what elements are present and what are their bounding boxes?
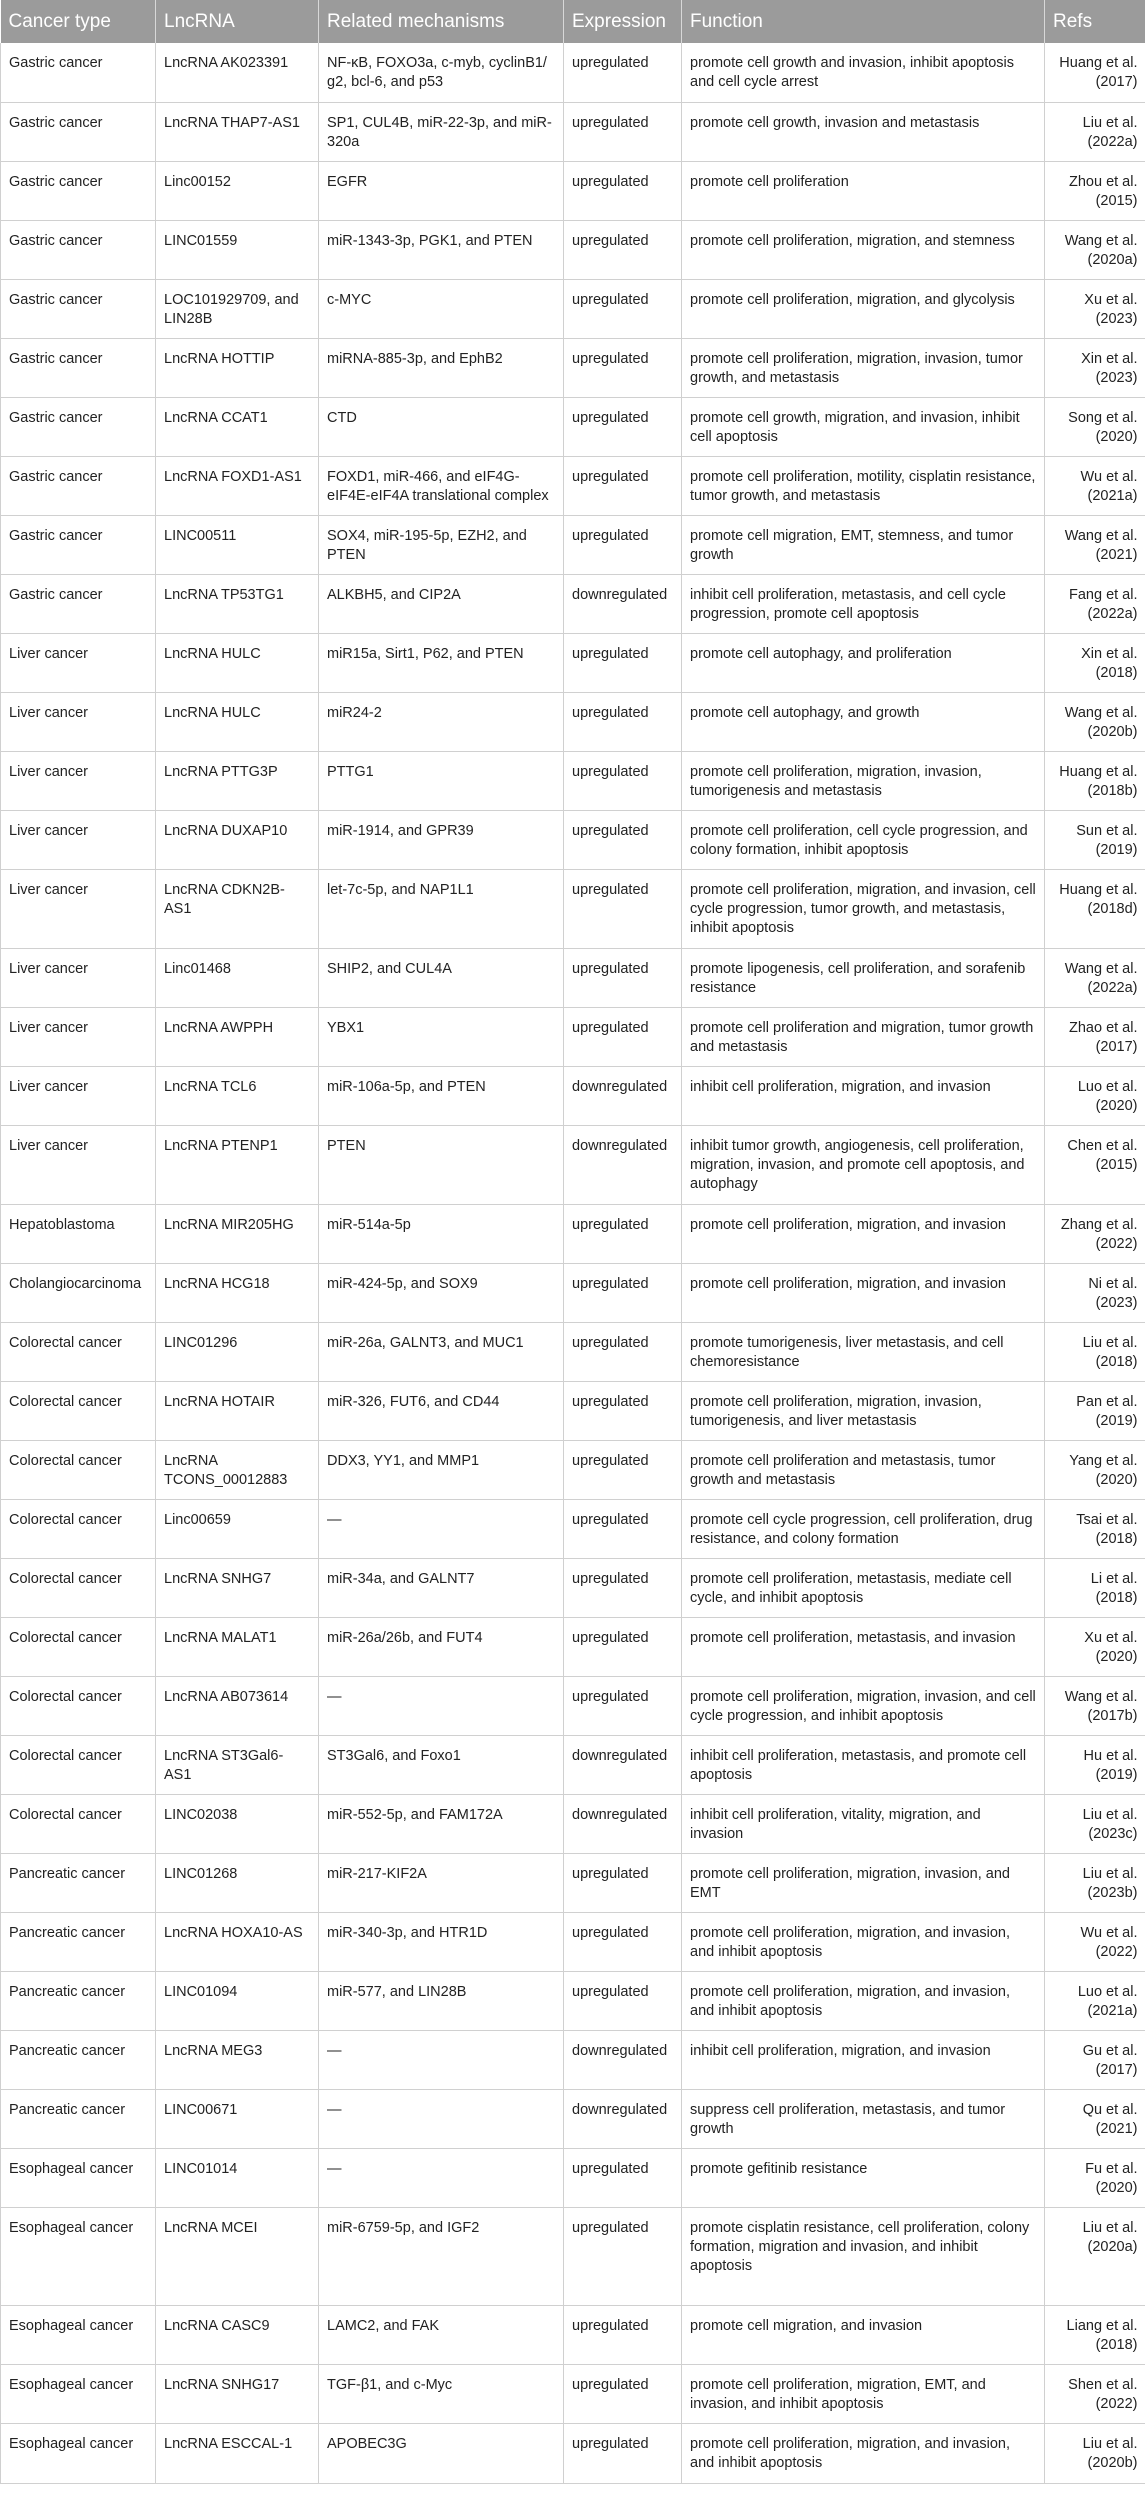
cell-expression: upregulated [564,2148,682,2207]
cell-refs: Wang et al. (2022a) [1045,948,1145,1007]
cell-function: promote cell growth and invasion, inhibit apoptosis and cell cycle arrest [682,43,1045,102]
cell-cancer-type: Liver cancer [1,948,156,1007]
cell-refs: Shen et al. (2022) [1045,2364,1145,2423]
cell-refs: Xu et al. (2020) [1045,1617,1145,1676]
cell-lncrna: LINC01094 [156,1971,319,2030]
cell-function: promote cell migration, and invasion [682,2305,1045,2364]
cell-lncrna: LINC01559 [156,220,319,279]
cell-cancer-type: Colorectal cancer [1,1794,156,1853]
cell-cancer-type: Esophageal cancer [1,2364,156,2423]
cell-related-mechanisms: ST3Gal6, and Foxo1 [319,1735,564,1794]
cell-function: promote cell proliferation, migration, and invasion, and inhibit apoptosis [682,1912,1045,1971]
table-row [1,1912,1145,1971]
cell-lncrna: LncRNA CDKN2B-AS1 [156,869,319,948]
table-row [1,161,1145,220]
cell-related-mechanisms: EGFR [319,161,564,220]
cell-expression: upregulated [564,1617,682,1676]
cell-expression: upregulated [564,161,682,220]
cell-lncrna: LncRNA TCL6 [156,1066,319,1125]
cell-expression: upregulated [564,1440,682,1499]
table-row [1,2364,1145,2423]
cell-function: inhibit tumor growth, angiogenesis, cell proliferation, migration, invasion, and promote cell apoptosis, and autophagy [682,1125,1045,1204]
cell-refs: Wang et al. (2020a) [1045,220,1145,279]
cell-expression: upregulated [564,1322,682,1381]
cell-expression: upregulated [564,1676,682,1735]
cell-expression: upregulated [564,43,682,102]
cell-related-mechanisms: miR-577, and LIN28B [319,1971,564,2030]
cell-lncrna: LINC00511 [156,515,319,574]
cell-lncrna: Linc00152 [156,161,319,220]
cell-refs: Qu et al. (2021) [1045,2089,1145,2148]
cell-related-mechanisms: SOX4, miR-195-5p, EZH2, and PTEN [319,515,564,574]
cell-function: inhibit cell proliferation, migration, and invasion [682,2030,1045,2089]
cell-cancer-type: Liver cancer [1,692,156,751]
cell-lncrna: LncRNA MEG3 [156,2030,319,2089]
cell-lncrna: LncRNA AWPPH [156,1007,319,1066]
cell-cancer-type: Esophageal cancer [1,2207,156,2305]
table-row [1,2089,1145,2148]
table-row [1,1676,1145,1735]
cell-cancer-type: Cholangiocarcinoma [1,1263,156,1322]
cell-function: promote cell proliferation, migration, and glycolysis [682,279,1045,338]
cell-refs: Song et al. (2020) [1045,397,1145,456]
cell-lncrna: LncRNA MALAT1 [156,1617,319,1676]
cell-cancer-type: Colorectal cancer [1,1735,156,1794]
cell-cancer-type: Pancreatic cancer [1,2030,156,2089]
cell-refs: Liu et al. (2020a) [1045,2207,1145,2305]
cell-expression: upregulated [564,751,682,810]
cell-expression: upregulated [564,1007,682,1066]
cell-function: promote cell growth, migration, and invasion, inhibit cell apoptosis [682,397,1045,456]
cell-cancer-type: Gastric cancer [1,515,156,574]
cell-refs: Liu et al. (2020b) [1045,2423,1145,2483]
cell-refs: Xin et al. (2023) [1045,338,1145,397]
cell-refs: Yang et al. (2020) [1045,1440,1145,1499]
cell-refs: Huang et al. (2017) [1045,43,1145,102]
table-row [1,43,1145,102]
table-row [1,2423,1145,2483]
cell-refs: Xu et al. (2023) [1045,279,1145,338]
table-row [1,1558,1145,1617]
cell-lncrna: LINC00671 [156,2089,319,2148]
cell-cancer-type: Colorectal cancer [1,1558,156,1617]
cell-expression: upregulated [564,338,682,397]
header-refs: Refs [1045,0,1145,43]
cell-refs: Liu et al. (2023b) [1045,1853,1145,1912]
cell-refs: Luo et al. (2020) [1045,1066,1145,1125]
cell-expression: upregulated [564,2364,682,2423]
cell-refs: Luo et al. (2021a) [1045,1971,1145,2030]
cell-expression: upregulated [564,397,682,456]
table-row [1,810,1145,869]
cell-lncrna: LncRNA AK023391 [156,43,319,102]
cell-cancer-type: Pancreatic cancer [1,1971,156,2030]
cell-function: promote cell proliferation, migration, EMT, and invasion, and inhibit apoptosis [682,2364,1045,2423]
cell-refs: Tsai et al. (2018) [1045,1499,1145,1558]
cell-expression: upregulated [564,1263,682,1322]
cell-lncrna: LncRNA TP53TG1 [156,574,319,633]
cell-related-mechanisms: miR15a, Sirt1, P62, and PTEN [319,633,564,692]
cell-refs: Zhang et al. (2022) [1045,1204,1145,1263]
header-cancer-type: Cancer type [1,0,156,43]
table-row [1,633,1145,692]
cell-related-mechanisms: miR-340-3p, and HTR1D [319,1912,564,1971]
cell-cancer-type: Esophageal cancer [1,2305,156,2364]
cell-cancer-type: Esophageal cancer [1,2423,156,2483]
cell-cancer-type: Liver cancer [1,1007,156,1066]
cell-expression: upregulated [564,2423,682,2483]
cell-lncrna: LncRNA ST3Gal6-AS1 [156,1735,319,1794]
cell-lncrna: Linc01468 [156,948,319,1007]
table-row [1,1499,1145,1558]
cell-expression: upregulated [564,102,682,161]
table-row [1,948,1145,1007]
cell-function: promote cell proliferation, migration, and invasion [682,1204,1045,1263]
cell-expression: downregulated [564,1735,682,1794]
cell-lncrna: LncRNA THAP7-AS1 [156,102,319,161]
cell-function: promote cell growth, invasion and metastasis [682,102,1045,161]
cell-expression: upregulated [564,2305,682,2364]
cell-related-mechanisms: NF-κB, FOXO3a, c-myb, cyclinB1/ g2, bcl-6, and p53 [319,43,564,102]
cell-function: inhibit cell proliferation, metastasis, and promote cell apoptosis [682,1735,1045,1794]
cell-refs: Liu et al. (2022a) [1045,102,1145,161]
cell-related-mechanisms: APOBEC3G [319,2423,564,2483]
cell-cancer-type: Gastric cancer [1,220,156,279]
table-row [1,2148,1145,2207]
cell-cancer-type: Hepatoblastoma [1,1204,156,1263]
cell-function: promote cell proliferation and metastasis, tumor growth and metastasis [682,1440,1045,1499]
cell-cancer-type: Liver cancer [1,1066,156,1125]
cell-cancer-type: Colorectal cancer [1,1617,156,1676]
cell-related-mechanisms: miR-106a-5p, and PTEN [319,1066,564,1125]
cell-related-mechanisms: ALKBH5, and CIP2A [319,574,564,633]
cell-related-mechanisms: FOXD1, miR-466, and eIF4G-eIF4E-eIF4A translational complex [319,456,564,515]
table-row [1,1263,1145,1322]
cell-function: promote cell proliferation, migration, and stemness [682,220,1045,279]
cell-related-mechanisms: miR-6759-5p, and IGF2 [319,2207,564,2305]
cell-cancer-type: Colorectal cancer [1,1676,156,1735]
cell-related-mechanisms: miR-514a-5p [319,1204,564,1263]
table-row [1,1617,1145,1676]
table-row [1,1794,1145,1853]
cell-cancer-type: Pancreatic cancer [1,2089,156,2148]
cell-function: inhibit cell proliferation, metastasis, and cell cycle progression, promote cell apoptosis [682,574,1045,633]
cell-function: promote cell proliferation [682,161,1045,220]
cell-cancer-type: Esophageal cancer [1,2148,156,2207]
cell-refs: Hu et al. (2019) [1045,1735,1145,1794]
table-row [1,2305,1145,2364]
cell-cancer-type: Liver cancer [1,1125,156,1204]
header-expression: Expression [564,0,682,43]
cell-refs: Huang et al. (2018b) [1045,751,1145,810]
table-row [1,2207,1145,2305]
table-row [1,1971,1145,2030]
cell-refs: Liu et al. (2018) [1045,1322,1145,1381]
cell-function: promote cell proliferation, migration, invasion, tumorigenesis, and liver metastasis [682,1381,1045,1440]
cell-cancer-type: Gastric cancer [1,574,156,633]
cell-expression: upregulated [564,279,682,338]
cell-expression: upregulated [564,1971,682,2030]
cell-function: promote cell autophagy, and growth [682,692,1045,751]
cell-expression: upregulated [564,2207,682,2305]
cell-lncrna: LINC01014 [156,2148,319,2207]
cell-expression: upregulated [564,948,682,1007]
table-row [1,2030,1145,2089]
cell-expression: upregulated [564,1912,682,1971]
table-row [1,1440,1145,1499]
cell-cancer-type: Colorectal cancer [1,1440,156,1499]
table-row [1,338,1145,397]
cell-related-mechanisms: miR-326, FUT6, and CD44 [319,1381,564,1440]
cell-lncrna: LncRNA SNHG17 [156,2364,319,2423]
cell-refs: Zhao et al. (2017) [1045,1007,1145,1066]
cell-refs: Gu et al. (2017) [1045,2030,1145,2089]
cell-cancer-type: Colorectal cancer [1,1381,156,1440]
cell-cancer-type: Liver cancer [1,810,156,869]
cell-related-mechanisms: miR-1343-3p, PGK1, and PTEN [319,220,564,279]
cell-cancer-type: Gastric cancer [1,161,156,220]
cell-refs: Wu et al. (2021a) [1045,456,1145,515]
cell-function: promote cell proliferation, migration, invasion, tumor growth, and metastasis [682,338,1045,397]
table-row [1,397,1145,456]
cell-refs: Liu et al. (2023c) [1045,1794,1145,1853]
header-lncrna: LncRNA [156,0,319,43]
cell-lncrna: LncRNA PTENP1 [156,1125,319,1204]
cell-cancer-type: Gastric cancer [1,102,156,161]
header-row [1,0,1145,43]
cell-lncrna: LncRNA SNHG7 [156,1558,319,1617]
header-function: Function [682,0,1045,43]
cell-related-mechanisms: miR-552-5p, and FAM172A [319,1794,564,1853]
cell-lncrna: LncRNA HCG18 [156,1263,319,1322]
table-row [1,1125,1145,1204]
cell-lncrna: LncRNA HOTTIP [156,338,319,397]
cell-related-mechanisms: — [319,2089,564,2148]
cell-expression: upregulated [564,456,682,515]
table-row [1,456,1145,515]
table-row [1,102,1145,161]
cell-lncrna: LncRNA HOTAIR [156,1381,319,1440]
cell-lncrna: LncRNA HULC [156,692,319,751]
cell-expression: upregulated [564,1558,682,1617]
cell-function: promote cell proliferation, motility, cisplatin resistance, tumor growth, and metastasis [682,456,1045,515]
cell-function: promote tumorigenesis, liver metastasis, and cell chemoresistance [682,1322,1045,1381]
cell-related-mechanisms: — [319,2148,564,2207]
cell-cancer-type: Gastric cancer [1,43,156,102]
cell-function: promote cisplatin resistance, cell proliferation, colony formation, migration and invasion, and inhibit apoptosis [682,2207,1045,2305]
cell-related-mechanisms: — [319,1676,564,1735]
cell-lncrna: LOC101929709, and LIN28B [156,279,319,338]
cell-cancer-type: Liver cancer [1,751,156,810]
cell-refs: Fu et al. (2020) [1045,2148,1145,2207]
cell-expression: upregulated [564,220,682,279]
cell-cancer-type: Liver cancer [1,633,156,692]
cell-function: promote cell proliferation and migration, tumor growth and metastasis [682,1007,1045,1066]
cell-related-mechanisms: miR-217-KIF2A [319,1853,564,1912]
cell-function: promote cell proliferation, migration, and invasion [682,1263,1045,1322]
cell-function: promote cell proliferation, metastasis, mediate cell cycle, and inhibit apoptosis [682,1558,1045,1617]
cell-expression: downregulated [564,574,682,633]
cell-expression: downregulated [564,2089,682,2148]
cell-expression: downregulated [564,1066,682,1125]
cell-related-mechanisms: LAMC2, and FAK [319,2305,564,2364]
cell-cancer-type: Liver cancer [1,869,156,948]
cell-refs: Zhou et al. (2015) [1045,161,1145,220]
table-row [1,869,1145,948]
cell-related-mechanisms: — [319,2030,564,2089]
cell-refs: Wang et al. (2020b) [1045,692,1145,751]
cell-lncrna: LINC02038 [156,1794,319,1853]
table-row [1,1853,1145,1912]
cell-expression: upregulated [564,515,682,574]
cell-lncrna: LncRNA CCAT1 [156,397,319,456]
cell-related-mechanisms: miR-26a, GALNT3, and MUC1 [319,1322,564,1381]
table-row [1,751,1145,810]
cell-lncrna: LncRNA AB073614 [156,1676,319,1735]
cell-related-mechanisms: miR-424-5p, and SOX9 [319,1263,564,1322]
table-body [1,43,1145,2483]
cell-function: promote cell proliferation, metastasis, and invasion [682,1617,1045,1676]
table-header [1,0,1145,43]
table-row [1,1381,1145,1440]
cell-refs: Chen et al. (2015) [1045,1125,1145,1204]
cell-function: inhibit cell proliferation, vitality, migration, and invasion [682,1794,1045,1853]
cell-expression: downregulated [564,2030,682,2089]
cell-related-mechanisms: DDX3, YY1, and MMP1 [319,1440,564,1499]
cell-cancer-type: Pancreatic cancer [1,1912,156,1971]
cell-related-mechanisms: PTEN [319,1125,564,1204]
cell-expression: upregulated [564,692,682,751]
cell-refs: Wu et al. (2022) [1045,1912,1145,1971]
cell-expression: downregulated [564,1794,682,1853]
cell-refs: Li et al. (2018) [1045,1558,1145,1617]
cell-related-mechanisms: PTTG1 [319,751,564,810]
cell-related-mechanisms: miR-26a/26b, and FUT4 [319,1617,564,1676]
cell-function: promote cell proliferation, migration, and invasion, and inhibit apoptosis [682,1971,1045,2030]
cell-related-mechanisms: miRNA-885-3p, and EphB2 [319,338,564,397]
cell-related-mechanisms: let-7c-5p, and NAP1L1 [319,869,564,948]
cell-function: promote cell proliferation, cell cycle progression, and colony formation, inhibit apoptosis [682,810,1045,869]
cell-expression: upregulated [564,810,682,869]
cell-lncrna: LncRNA PTTG3P [156,751,319,810]
cell-function: promote cell proliferation, migration, and invasion, and inhibit apoptosis [682,2423,1045,2483]
cell-lncrna: LncRNA CASC9 [156,2305,319,2364]
cell-refs: Liang et al. (2018) [1045,2305,1145,2364]
table-row [1,1735,1145,1794]
cell-cancer-type: Gastric cancer [1,397,156,456]
cell-function: promote cell proliferation, migration, invasion, tumorigenesis and metastasis [682,751,1045,810]
cell-lncrna: LncRNA ESCCAL-1 [156,2423,319,2483]
cell-function: promote lipogenesis, cell proliferation, and sorafenib resistance [682,948,1045,1007]
table-row [1,1066,1145,1125]
cell-refs: Wang et al. (2021) [1045,515,1145,574]
cell-lncrna: LncRNA TCONS_00012883 [156,1440,319,1499]
cell-related-mechanisms: miR-1914, and GPR39 [319,810,564,869]
cell-cancer-type: Pancreatic cancer [1,1853,156,1912]
cell-refs: Sun et al. (2019) [1045,810,1145,869]
cell-lncrna: LINC01268 [156,1853,319,1912]
cell-related-mechanisms: miR-34a, and GALNT7 [319,1558,564,1617]
table-row [1,1322,1145,1381]
cell-function: promote cell proliferation, migration, invasion, and EMT [682,1853,1045,1912]
table-row [1,220,1145,279]
cell-refs: Wang et al. (2017b) [1045,1676,1145,1735]
cell-expression: downregulated [564,1125,682,1204]
cell-lncrna: LncRNA MCEI [156,2207,319,2305]
cell-function: promote cell migration, EMT, stemness, and tumor growth [682,515,1045,574]
table-row [1,574,1145,633]
cell-cancer-type: Gastric cancer [1,279,156,338]
cell-function: promote cell autophagy, and proliferation [682,633,1045,692]
header-related-mechanisms: Related mechanisms [319,0,564,43]
cell-related-mechanisms: SHIP2, and CUL4A [319,948,564,1007]
cell-refs: Ni et al. (2023) [1045,1263,1145,1322]
cell-function: promote cell proliferation, migration, and invasion, cell cycle progression, tumor growth, and metastasis, inhibit apoptosis [682,869,1045,948]
cell-refs: Huang et al. (2018d) [1045,869,1145,948]
cell-function: promote gefitinib resistance [682,2148,1045,2207]
cell-related-mechanisms: miR24-2 [319,692,564,751]
cell-lncrna: LINC01296 [156,1322,319,1381]
cell-cancer-type: Gastric cancer [1,338,156,397]
cell-expression: upregulated [564,869,682,948]
table-row [1,1007,1145,1066]
cell-related-mechanisms: CTD [319,397,564,456]
cell-lncrna: LncRNA MIR205HG [156,1204,319,1263]
cell-lncrna: LncRNA HOXA10-AS [156,1912,319,1971]
cell-function: promote cell proliferation, migration, invasion, and cell cycle progression, and inhibit apoptosis [682,1676,1045,1735]
cell-expression: upregulated [564,1204,682,1263]
cell-cancer-type: Colorectal cancer [1,1499,156,1558]
cell-lncrna: LncRNA DUXAP10 [156,810,319,869]
table-row [1,1204,1145,1263]
table-row [1,515,1145,574]
cell-lncrna: Linc00659 [156,1499,319,1558]
cell-expression: upregulated [564,1853,682,1912]
cell-cancer-type: Colorectal cancer [1,1322,156,1381]
cell-refs: Xin et al. (2018) [1045,633,1145,692]
cell-function: suppress cell proliferation, metastasis, and tumor growth [682,2089,1045,2148]
cell-function: inhibit cell proliferation, migration, and invasion [682,1066,1045,1125]
cell-expression: upregulated [564,633,682,692]
cell-related-mechanisms: SP1, CUL4B, miR-22-3p, and miR-320a [319,102,564,161]
cell-expression: upregulated [564,1381,682,1440]
cell-related-mechanisms: YBX1 [319,1007,564,1066]
table-row [1,692,1145,751]
cell-related-mechanisms: — [319,1499,564,1558]
cell-lncrna: LncRNA HULC [156,633,319,692]
cell-expression: upregulated [564,1499,682,1558]
cell-refs: Pan et al. (2019) [1045,1381,1145,1440]
cell-function: promote cell cycle progression, cell proliferation, drug resistance, and colony formation [682,1499,1045,1558]
cell-related-mechanisms: TGF-β1, and c-Myc [319,2364,564,2423]
table-row [1,279,1145,338]
cell-refs: Fang et al. (2022a) [1045,574,1145,633]
cell-related-mechanisms: c-MYC [319,279,564,338]
cell-lncrna: LncRNA FOXD1-AS1 [156,456,319,515]
cell-cancer-type: Gastric cancer [1,456,156,515]
